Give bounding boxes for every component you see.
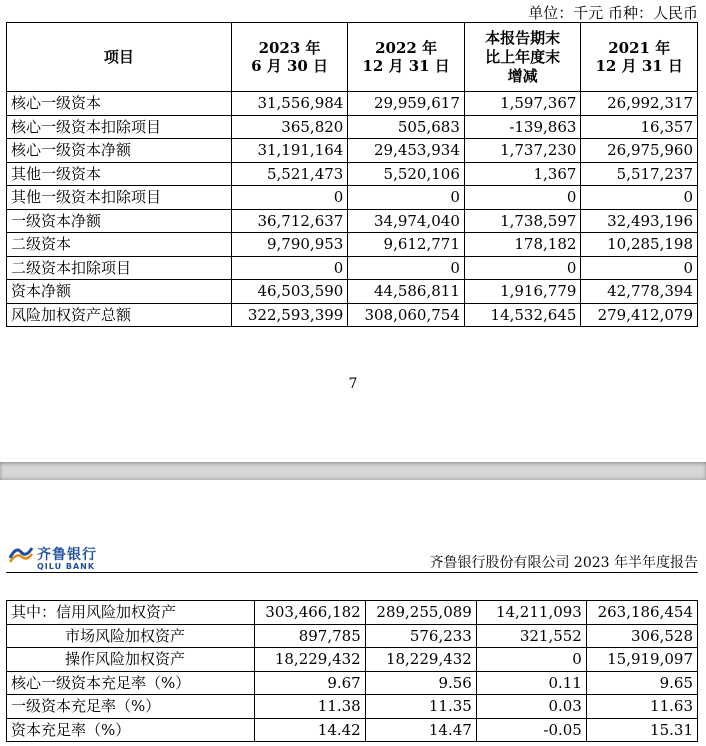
table-cell: 1,367 [464,162,581,186]
table-cell: 14,211,093 [476,601,586,625]
table-row [7,695,698,719]
table-cell: -0.05 [476,718,586,742]
table-cell: 31,556,984 [231,92,348,116]
table-cell: 5,521,473 [231,162,348,186]
table-cell: 11.35 [365,695,476,719]
row-label: 核心一级资本 [7,92,232,116]
table-cell: -139,863 [464,115,581,139]
row-label: 市场风险加权资产 [7,624,255,648]
table-cell: 306,528 [586,624,697,648]
table-cell: 5,520,106 [348,162,465,186]
risk-weighted-table [6,600,698,742]
row-label: 二级资本 [7,233,232,257]
table-cell: 289,255,089 [365,601,476,625]
table-cell: 1,738,597 [464,209,581,233]
table-cell: 0 [581,256,698,280]
table-row [7,280,698,304]
table-cell: 0 [348,256,465,280]
table-cell: 46,503,590 [231,280,348,304]
table-cell: 11.63 [586,695,697,719]
report-header: 齐鲁银行股份有限公司 2023 年半年度报告 [429,555,698,571]
table-cell: 0.11 [476,671,586,695]
table-row [7,648,698,672]
row-label: 其他一级资本扣除项目 [7,186,232,210]
bank-logo-icon [8,542,34,564]
table-cell: 5,517,237 [581,162,698,186]
table-cell: 0 [231,186,348,210]
table-row [7,601,698,625]
row-label: 一级资本充足率（%） [7,695,255,719]
row-label: 二级资本扣除项目 [7,256,232,280]
table-cell: 14.47 [365,718,476,742]
table-cell: 308,060,754 [348,303,465,327]
row-label: 一级资本净额 [7,209,232,233]
header-item: 项目 [7,23,232,92]
table-cell: 14,532,645 [464,303,581,327]
table-cell: 897,785 [254,624,365,648]
table-cell: 263,186,454 [586,601,697,625]
table-cell: 1,916,779 [464,280,581,304]
table-cell: 18,229,432 [254,648,365,672]
table-cell: 303,466,182 [254,601,365,625]
table-cell: 0.03 [476,695,586,719]
table-row [7,209,698,233]
table-cell: 178,182 [464,233,581,257]
unit-currency-note: 单位：千元 币种：人民币 [528,4,698,22]
row-label: 核心一级资本充足率（%） [7,671,255,695]
table-row [7,624,698,648]
table-cell: 9.56 [365,671,476,695]
table-cell: 0 [464,186,581,210]
table-row [7,671,698,695]
table-row [7,303,698,327]
table-cell: 29,959,617 [348,92,465,116]
table-row [7,718,698,742]
row-label: 风险加权资产总额 [7,303,232,327]
row-label: 资本净额 [7,280,232,304]
page-number: 7 [348,376,358,392]
table-cell: 9,612,771 [348,233,465,257]
row-label: 其中：信用风险加权资产 [7,601,255,625]
table-cell: 15.31 [586,718,697,742]
pdf-page-8 [0,480,706,746]
header-2021-dec: 2021 年 12 月 31 日 [581,23,698,92]
table-cell: 279,412,079 [581,303,698,327]
row-label: 操作风险加权资产 [7,648,255,672]
table-cell: 0 [476,648,586,672]
table-cell: 11.38 [254,695,365,719]
table-cell: 0 [464,256,581,280]
table-cell: 42,778,394 [581,280,698,304]
table-cell: 0 [348,186,465,210]
table-cell: 321,552 [476,624,586,648]
table-cell: 10,285,198 [581,233,698,257]
table-cell: 32,493,196 [581,209,698,233]
table-cell: 365,820 [231,115,348,139]
table-cell: 9,790,953 [231,233,348,257]
table-row [7,92,698,116]
row-label: 核心一级资本净额 [7,139,232,163]
table-row [7,233,698,257]
header-2023-jun: 2023 年 6 月 30 日 [231,23,348,92]
table-cell: 18,229,432 [365,648,476,672]
table-cell: 29,453,934 [348,139,465,163]
table-row [7,186,698,210]
table-cell: 0 [581,186,698,210]
table-cell: 36,712,637 [231,209,348,233]
table-cell: 1,597,367 [464,92,581,116]
table-cell: 26,975,960 [581,139,698,163]
header-rule [6,572,698,573]
table-cell: 576,233 [365,624,476,648]
table-row [7,139,698,163]
table-row [7,162,698,186]
row-label: 核心一级资本扣除项目 [7,115,232,139]
table-cell: 9.67 [254,671,365,695]
table-cell: 1,737,230 [464,139,581,163]
table-row [7,115,698,139]
header-change: 本报告期末 比上年度末 增减 [464,23,581,92]
table-cell: 44,586,811 [348,280,465,304]
table-cell: 0 [231,256,348,280]
bank-logo-en: QILU BANK [37,562,96,571]
table-cell: 505,683 [348,115,465,139]
table-header-row [7,23,698,92]
table-cell: 34,974,040 [348,209,465,233]
table-cell: 14.42 [254,718,365,742]
table-cell: 26,992,317 [581,92,698,116]
row-label: 其他一级资本 [7,162,232,186]
table-cell: 31,191,164 [231,139,348,163]
bank-logo-cn: 齐鲁银行 [37,547,97,563]
table-row [7,256,698,280]
table-cell: 16,357 [581,115,698,139]
row-label: 资本充足率（%） [7,718,255,742]
table-cell: 322,593,399 [231,303,348,327]
table-cell: 15,919,097 [586,648,697,672]
header-2022-dec: 2022 年 12 月 31 日 [348,23,465,92]
table-cell: 9.65 [586,671,697,695]
capital-table [6,22,698,327]
page-separator [0,462,706,480]
